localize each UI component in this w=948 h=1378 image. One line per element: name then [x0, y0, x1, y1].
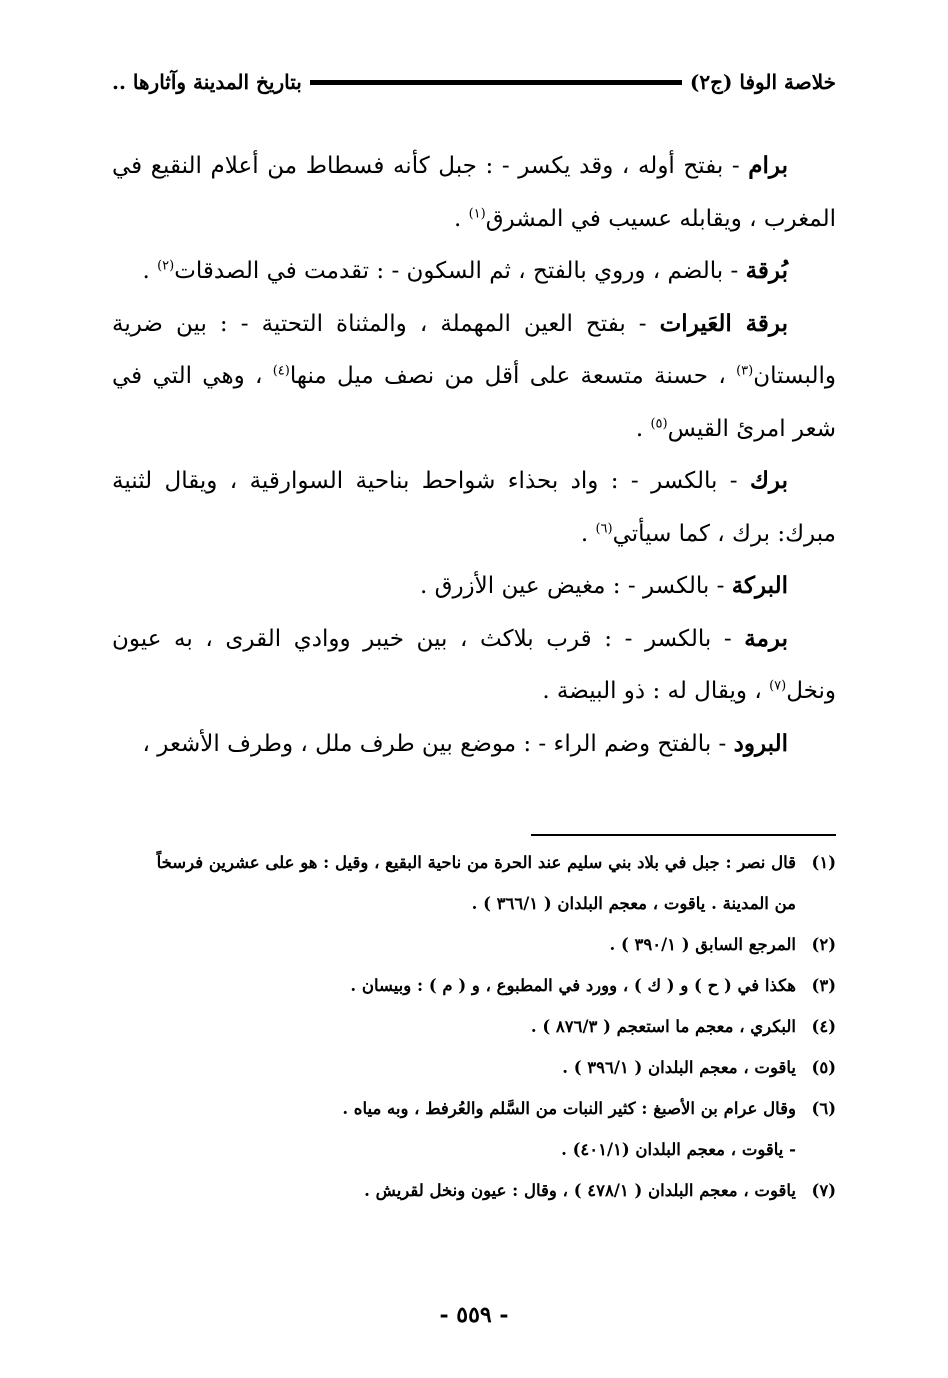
- footnote-ref: (٦): [595, 520, 613, 536]
- headword: البرود: [733, 729, 788, 757]
- footnote-ref: (٥): [650, 415, 668, 431]
- footnote-5: [112, 1047, 836, 1088]
- entry-text: - بالضم ، وروي بالفتح ، ثم السكون - : تقدمت في الصدقات: [174, 258, 746, 284]
- entry-end: .: [580, 520, 596, 547]
- running-header: [112, 62, 836, 102]
- footnotes: [112, 842, 836, 1211]
- footnote-number: (٥): [811, 1058, 836, 1077]
- entry-5: [112, 560, 836, 613]
- entry-text: - بالكسر - : مغيض عين الأزرق .: [419, 573, 732, 599]
- footnote-number: (١): [811, 853, 836, 872]
- entry-6: [112, 613, 836, 718]
- footnote-ref: (٤): [272, 363, 290, 379]
- header-subtitle: بتاريخ المدينة وآثارها ..: [112, 70, 302, 94]
- header-rule: [310, 80, 682, 85]
- footnote-text: المرجع السابق ( ٣٩٠/١ ) .: [609, 935, 796, 954]
- footnote-number: (٤): [811, 1017, 836, 1036]
- headword: بُرقة: [745, 257, 788, 284]
- header-book-title: خلاصة الوفا (ج٢): [689, 70, 836, 94]
- entry-text: ، وهي التي في شعر امرئ القيس: [112, 363, 836, 442]
- entry-3: [112, 298, 836, 456]
- headword: برقة العَيرات: [659, 309, 788, 337]
- footnote-number: (٢): [811, 935, 836, 954]
- footnote-number: (٣): [811, 976, 836, 995]
- footnote-text: هكذا في ( ح ) و ( ك ) ، وورد في المطبوع ، و ( م ) : وبيسان .: [350, 976, 796, 995]
- headword: برك: [749, 467, 788, 494]
- footnote-3: [112, 965, 836, 1006]
- entry-end: ، ويقال له : ذو البيضة .: [542, 678, 770, 704]
- footnote-separator: [531, 834, 836, 836]
- entry-7: [112, 718, 836, 771]
- footnote-6: [112, 1088, 836, 1129]
- footnote-4: [112, 1006, 836, 1047]
- footnote-7: [112, 1170, 836, 1211]
- page-number: - ٥٥٩ -: [439, 1302, 509, 1328]
- headword: برام: [748, 152, 788, 179]
- footnote-text: ياقوت ، معجم البلدان ( ٣٩٦/١ ) .: [562, 1058, 796, 1077]
- footnote-ref: (٣): [736, 363, 754, 379]
- entry-end: .: [453, 205, 469, 232]
- entry-text: - بالكسر - : قرب بلاكث ، بين خيبر ووادي القرى ، به عيون ونخل: [112, 625, 836, 704]
- entry-4: [112, 455, 836, 560]
- entry-1: [112, 140, 836, 245]
- entry-text: - بالفتح وضم الراء - : موضع بين طرف ملل ، وطرف الأشعر ،: [142, 730, 734, 757]
- footnote-ref: (٢): [157, 258, 175, 274]
- footnote-6-continuation: - ياقوت ، معجم البلدان (٤٠١/١) .: [561, 1140, 796, 1159]
- footnote-2: [112, 924, 836, 965]
- entry-text: - بالكسر - : واد بحذاء شواحط بناحية السوارقية ، ويقال لثنية مبرك: برك ، كما سيأتي: [112, 468, 836, 547]
- entry-text: - بفتح العين المهملة ، والمثناة التحتية - : بين ضرية والبستان: [112, 310, 837, 389]
- footnote-number: (٧): [811, 1181, 836, 1200]
- footnote-number: (٦): [811, 1099, 836, 1118]
- entry-2: [112, 245, 836, 298]
- footnote-ref: (٧): [769, 678, 787, 694]
- main-text: [112, 140, 836, 770]
- footnote-1-continuation: من المدينة . ياقوت ، معجم البلدان ( ٣٦٦/١ ) .: [471, 894, 796, 913]
- footnote-text: البكري ، معجم ما استعجم ( ٨٧٦/٣ ) .: [530, 1017, 796, 1036]
- headword: برمة: [744, 624, 788, 652]
- footnote-ref: (١): [468, 205, 486, 221]
- entry-text: ، حسنة متسعة على أقل من نصف ميل منها: [289, 363, 737, 389]
- headword: البركة: [731, 572, 788, 599]
- footnote-text: ياقوت ، معجم البلدان ( ٤٧٨/١ ) ، وقال : عيون ونخل لقريش .: [364, 1181, 796, 1200]
- footnote-1: [112, 842, 836, 883]
- entry-text: - بفتح أوله ، وقد يكسر - : جبل كأنه فسطاط من أعلام النقيع في المغرب ، ويقابله عسيب في المشرق: [112, 153, 836, 232]
- entry-end: .: [635, 415, 651, 442]
- footnote-text: وقال عرام بن الأصبغ : كثير النبات من السَّلم والعُرفط ، وبه مياه .: [342, 1099, 796, 1118]
- entry-end: .: [142, 258, 158, 284]
- footnote-text: قال نصر : جبل في بلاد بني سليم عند الحرة من ناحية البقيع ، وقيل : هو على عشرين فرسخاً: [156, 853, 796, 872]
